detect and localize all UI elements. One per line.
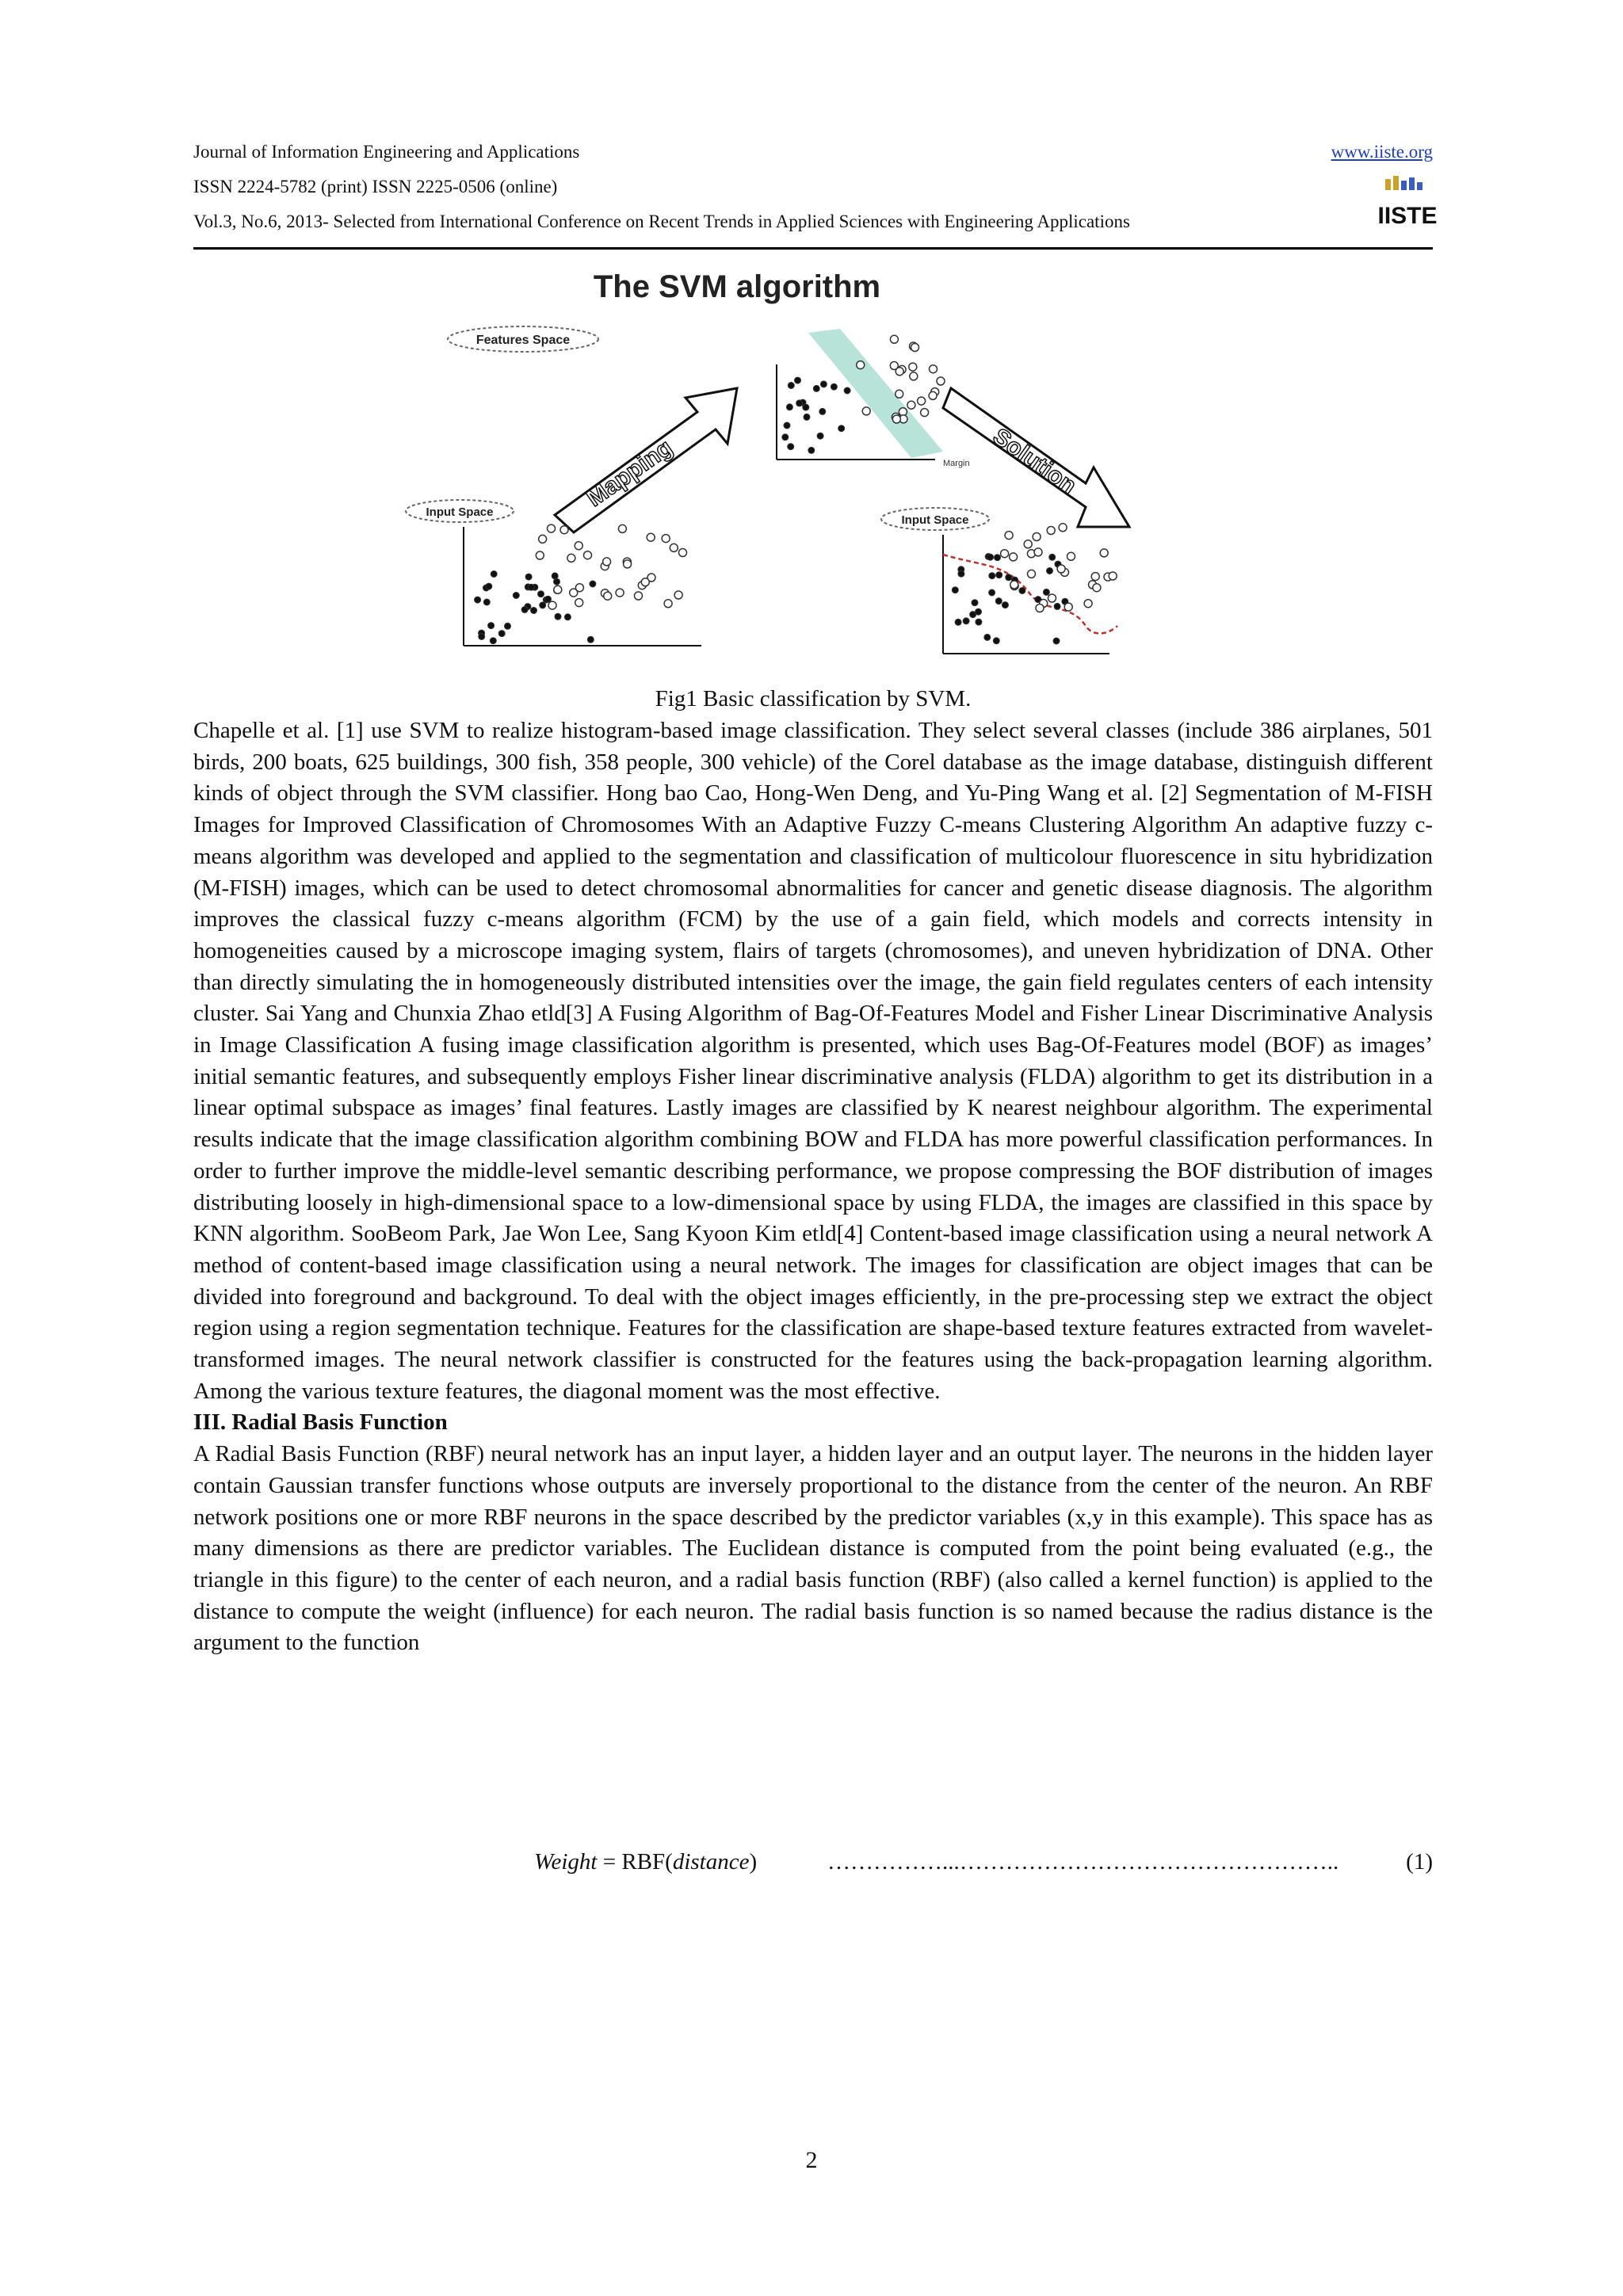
class-a-point (993, 638, 999, 644)
class-a-point (989, 589, 995, 596)
class-a-point (784, 422, 790, 429)
eq-eq: = RBF( (597, 1849, 673, 1875)
class-a-point (1043, 589, 1049, 595)
class-a-point (795, 377, 801, 383)
class-a-point (952, 587, 958, 593)
class-b-point (1100, 549, 1108, 557)
class-b-point (575, 599, 583, 607)
class-a-point (486, 583, 492, 589)
class-b-point (1005, 532, 1013, 540)
class-a-point (984, 634, 991, 640)
class-a-point (564, 614, 571, 620)
class-b-point (857, 361, 865, 369)
class-a-point (1053, 638, 1060, 644)
class-a-point (1049, 554, 1056, 560)
class-b-point (548, 524, 556, 532)
class-a-point (955, 619, 961, 625)
class-a-point (989, 573, 995, 579)
class-b-point (618, 524, 626, 532)
class-a-point (813, 385, 819, 391)
class-b-point (1091, 573, 1099, 581)
scatter-points (475, 335, 1117, 644)
eq-lhs: Weight (534, 1849, 598, 1875)
input-space-right-label: Input Space (901, 513, 969, 527)
class-b-point (1057, 565, 1065, 573)
class-b-point (921, 409, 929, 417)
class-a-point (521, 607, 528, 613)
volume-line: Vol.3, No.6, 2013- Selected from International Conference on Recent Trends in Applied Sciences with Engineering Applications (193, 212, 1130, 231)
class-b-point (603, 558, 611, 566)
class-b-point (1093, 584, 1101, 592)
class-b-point (536, 551, 544, 559)
class-a-point (804, 414, 810, 420)
body-text (193, 715, 1433, 1659)
class-a-point (972, 600, 978, 606)
class-b-point (1048, 594, 1056, 602)
class-a-point (996, 572, 1002, 578)
class-b-point (909, 363, 917, 371)
paragraph-2: A Radial Basis Function (RBF) neural network has an input layer, a hidden layer and an output layer. The neurons in the hidden layer contain Gaussian transfer functions whose outputs are inversely proportional to the distance from the center of the neuron. An RBF network positions one or more RBF neurons in the space described by the predictor variables (x,y in this example). This space has as many dimensions as there are predictor variables. The Euclidean distance is computed from the point being evaluated (e.g., the triangle in this figure) to the center of each neuron, and a radial basis function (RBF) (also called a kernel function) is applied to the distance to compute the weight (influence) for each neuron. The radial basis function is so named because the radius distance is the argument to the function (193, 1441, 1433, 1656)
class-a-point (987, 554, 994, 560)
class-a-point (498, 631, 505, 637)
class-b-point (1084, 600, 1092, 608)
class-a-point (976, 608, 982, 615)
class-a-point (538, 591, 544, 597)
class-b-point (862, 407, 870, 415)
class-b-point (1064, 603, 1072, 611)
header-line-1 (193, 135, 1433, 170)
class-b-point (624, 560, 632, 568)
class-a-point (531, 608, 537, 614)
class-a-point (820, 381, 827, 387)
class-b-point (679, 549, 687, 557)
class-a-point (788, 444, 794, 450)
class-b-point (664, 600, 672, 608)
class-a-point (552, 573, 558, 579)
class-a-point (817, 433, 823, 439)
eq-arg: distance (672, 1849, 750, 1875)
solution-label: Solution (987, 423, 1082, 500)
class-b-point (554, 585, 562, 593)
solution-arrow (943, 388, 1129, 527)
page-number: 2 (805, 2147, 818, 2173)
class-b-point (560, 526, 568, 534)
class-a-point (490, 638, 496, 644)
class-a-point (483, 599, 490, 605)
class-a-point (803, 404, 809, 410)
mapping-arrow (555, 388, 737, 532)
class-b-point (896, 368, 903, 376)
section-title: III. Radial Basis Function (193, 1409, 448, 1436)
class-b-point (1034, 548, 1042, 556)
class-a-point (786, 404, 792, 410)
class-b-point (670, 543, 678, 551)
class-b-point (892, 415, 900, 423)
svm-figure (396, 254, 1300, 666)
class-a-point (491, 571, 497, 578)
class-a-point (838, 425, 845, 432)
margin-band (808, 329, 943, 458)
class-b-point (635, 592, 643, 600)
class-b-point (1001, 550, 1009, 558)
input-space-left-label: Input Space (426, 505, 494, 519)
class-a-point (796, 400, 803, 406)
paragraph-1: Chapelle et al. [1] use SVM to realize histogram-based image classification. They select several classes (include 386 airplanes, 501 birds, 200 boats, 625 buildings, 300 fish, 358 people, 300 vehicle) of the Corel database as the image database, distinguish different kinds of object through the SVM classifier. Hong bao Cao, Hong-Wen Deng, and Yu-Ping Wang et al. [2] Segmentation of M-FISH Images for Improved Classification of Chromosomes With an Adaptive Fuzzy C-means Clustering Algorithm An adaptive fuzzy c-means algorithm was developed and applied to the segmentation and classification of multicolour fluorescence in situ hybridization (M-FISH) images, which can be used to detect chromosomal abnormalities for cancer and genetic disease diagnosis. The algorithm improves the classical fuzzy c-means algorithm (FCM) by the use of a gain field, which models and corrects intensity in homogeneities caused by a microscope imaging system, flairs of targets (chromosomes), and uneven hybridization of DNA. Other than directly simulating the in homogeneously distributed intensities over the image, the gain field regulates centers of each intensity cluster. Sai Yang and Chunxia Zhao etld[3] A Fusing Algorithm of Bag-Of-Features Model and Fisher Linear Discriminative Analysis in Image Classification A fusing image classification algorithm is presented, which uses Bag-Of-Features model (BOF) as images’ initial semantic features, and subsequently employs Fisher linear discriminative analysis (FLDA) algorithm to get its distribution in a linear optimal subspace as images’ final features. Lastly images are classified by K nearest neighbour algorithm. The experimental results indicate that the image classification algorithm combining BOW and FLDA has more powerful classification performances. In order to further improve the middle-level semantic describing performance, we propose compressing the BOF distribution of images distributing loosely in high-dimensional space to a low-dimensional space by using FLDA, the images are classified in this space by KNN algorithm. SooBeom Park, Jae Won Lee, Sang Kyoon Kim etld[4] Content-based image classification using a neural network A method of content-based image classification using a neural network. The images for classification are object images that can be divided into foreground and background. To deal with the object images efficiently, in the pre-processing step we extract the object region using a region segmentation technique. Features for the classification are shape-based texture features extracted from wavelet-transformed images. The neural network classifier is constructed for the features using the back-propagation learning algorithm. Among the various texture features, the diagonal moment was the most effective. (193, 718, 1433, 1404)
class-a-point (555, 613, 561, 620)
class-b-point (1024, 540, 1032, 548)
class-a-point (976, 619, 982, 625)
class-b-point (929, 391, 937, 399)
equation-expression (534, 1846, 757, 1878)
eq-close: ) (749, 1849, 758, 1875)
class-b-point (937, 377, 945, 385)
class-a-point (488, 623, 495, 629)
class-a-point (545, 596, 552, 602)
class-b-point (911, 344, 919, 352)
class-b-point (930, 365, 938, 373)
class-b-point (647, 533, 655, 541)
class-b-point (1059, 524, 1067, 532)
class-a-point (479, 633, 485, 639)
header-rule (193, 247, 1433, 250)
class-b-point (1010, 581, 1018, 589)
page-header (193, 135, 1438, 239)
class-b-point (918, 397, 926, 405)
class-b-point (575, 542, 582, 550)
class-b-point (567, 554, 575, 562)
class-a-point (513, 593, 519, 599)
class-b-point (907, 401, 915, 409)
equation-number: (1) (1406, 1849, 1433, 1875)
website-link[interactable]: www.iiste.org (1331, 142, 1433, 162)
logo-text: IISTE (1377, 203, 1438, 229)
class-a-point (808, 447, 815, 453)
equation-dots: ……………...………………………………………….. (827, 1849, 1339, 1875)
margin-label: Margin (943, 459, 970, 468)
class-a-point (819, 408, 826, 414)
class-b-point (910, 372, 918, 380)
class-b-point (539, 535, 547, 543)
class-b-point (890, 335, 898, 343)
class-b-point (1047, 527, 1055, 535)
class-a-point (587, 636, 594, 643)
figure-title: The SVM algorithm (593, 269, 881, 304)
mapping-label: Mapping (582, 434, 678, 513)
class-b-point (1036, 605, 1044, 612)
class-b-point (674, 591, 682, 599)
class-a-point (1006, 574, 1012, 581)
class-a-point (554, 578, 560, 585)
class-b-point (1010, 553, 1018, 561)
journal-name: Journal of Information Engineering and Applications (193, 142, 580, 162)
class-a-point (788, 383, 794, 389)
class-a-point (475, 597, 481, 603)
class-a-point (958, 570, 964, 577)
class-a-point (1047, 568, 1053, 574)
class-a-point (1019, 588, 1025, 594)
class-a-point (525, 574, 532, 580)
figure-caption: Fig1 Basic classification by SVM. (655, 686, 972, 711)
class-a-point (995, 555, 1001, 561)
class-b-point (584, 551, 592, 559)
class-b-point (1067, 552, 1075, 560)
class-b-point (1028, 570, 1036, 578)
class-a-point (831, 383, 837, 390)
class-a-point (963, 618, 969, 624)
class-a-point (782, 434, 789, 441)
class-a-point (844, 387, 850, 394)
class-b-point (662, 535, 670, 543)
class-a-point (1002, 602, 1008, 608)
class-b-point (548, 601, 556, 609)
class-a-point (995, 598, 1002, 605)
features-space-label: Features Space (475, 334, 571, 347)
class-a-point (505, 623, 511, 629)
class-b-point (896, 390, 903, 398)
class-b-point (1033, 533, 1041, 541)
class-a-point (528, 584, 534, 590)
class-b-point (641, 578, 649, 586)
issn-line: ISSN 2224-5782 (print) ISSN 2225-0506 (online) (193, 177, 558, 196)
class-b-point (604, 592, 612, 600)
class-b-point (570, 589, 578, 597)
class-b-point (1109, 572, 1117, 580)
class-a-point (540, 602, 546, 608)
class-a-point (1054, 603, 1060, 609)
class-b-point (616, 589, 624, 597)
iiste-logo (1377, 174, 1438, 231)
class-a-point (590, 581, 596, 587)
